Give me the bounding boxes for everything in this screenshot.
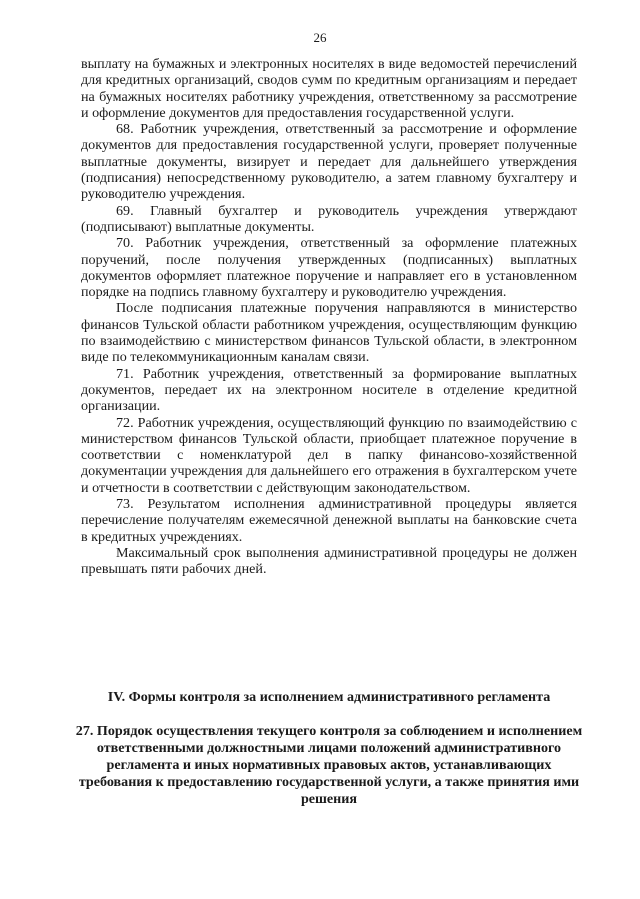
paragraph-68: 68. Работник учреждения, ответственный за рассмотрение и оформление документов для предоставления государственной услуги, проверяет полученные выплатные документы, визирует и передает для дальнейшего утверждения (подписания) непосредственному руководителю, а затем главному бухгалтеру и руководителю учреждения. (81, 121, 577, 203)
body-text (81, 56, 577, 578)
paragraph-continuation: выплату на бумажных и электронных носителях в виде ведомостей перечислений для кредитных организаций, сводов сумм по кредитным организациям и передает на бумажных носителях работнику учреждения, ответственному за рассмотрение и оформление документов для предоставления государственной услуги. (81, 56, 577, 121)
subsection-heading: 27. Порядок осуществления текущего контроля за соблюдением и исполнением ответственными должностными лицами положений административного регламента и иных нормативных правовых актов, устанавливающих требования к предоставлению государственной услуги, а также принятия ими решения (75, 723, 583, 807)
paragraph-71: 71. Работник учреждения, ответственный за формирование выплатных документов, передает их на электронном носителе в отделение кредитной организации. (81, 365, 577, 415)
paragraph-69: 69. Главный бухгалтер и руководитель учреждения утверждают (подписывают) выплатные документы. (81, 202, 577, 235)
paragraph-70-continued: После подписания платежные поручения направляются в министерство финансов Тульской области работником учреждения, осуществляющим функцию по взаимодействию с министерством финансов Тульской области, в электронном виде по телекоммуникационным каналам связи. (81, 300, 577, 366)
section-heading: IV. Формы контроля за исполнением административного регламента (107, 689, 551, 705)
paragraph-70: 70. Работник учреждения, ответственный за оформление платежных поручений, после получения утвержденных (подписанных) выплатных документов оформляет платежное поручение и направляет его в установленном порядке на подпись главному бухгалтеру и руководителю учреждения. (81, 235, 577, 301)
page-number: 26 (313, 30, 327, 45)
paragraph-73: 73. Результатом исполнения административной процедуры является перечисление получателям ежемесячной денежной выплаты на банковские счета в кредитных учреждениях. (81, 496, 577, 545)
paragraph-max-term: Максимальный срок выполнения административной процедуры не должен превышать пяти рабочих дней. (81, 544, 577, 578)
paragraph-72: 72. Работник учреждения, осуществляющий функцию по взаимодействию с министерством финансов Тульской области, приобщает платежное поручение в соответствии с номенклатурой дел в папку финансово-хозяйственной документации учреждения для дальнейшего его отражения в бухгалтерском учете и отчетности в соответствии с действующим законодательством. (81, 414, 577, 496)
